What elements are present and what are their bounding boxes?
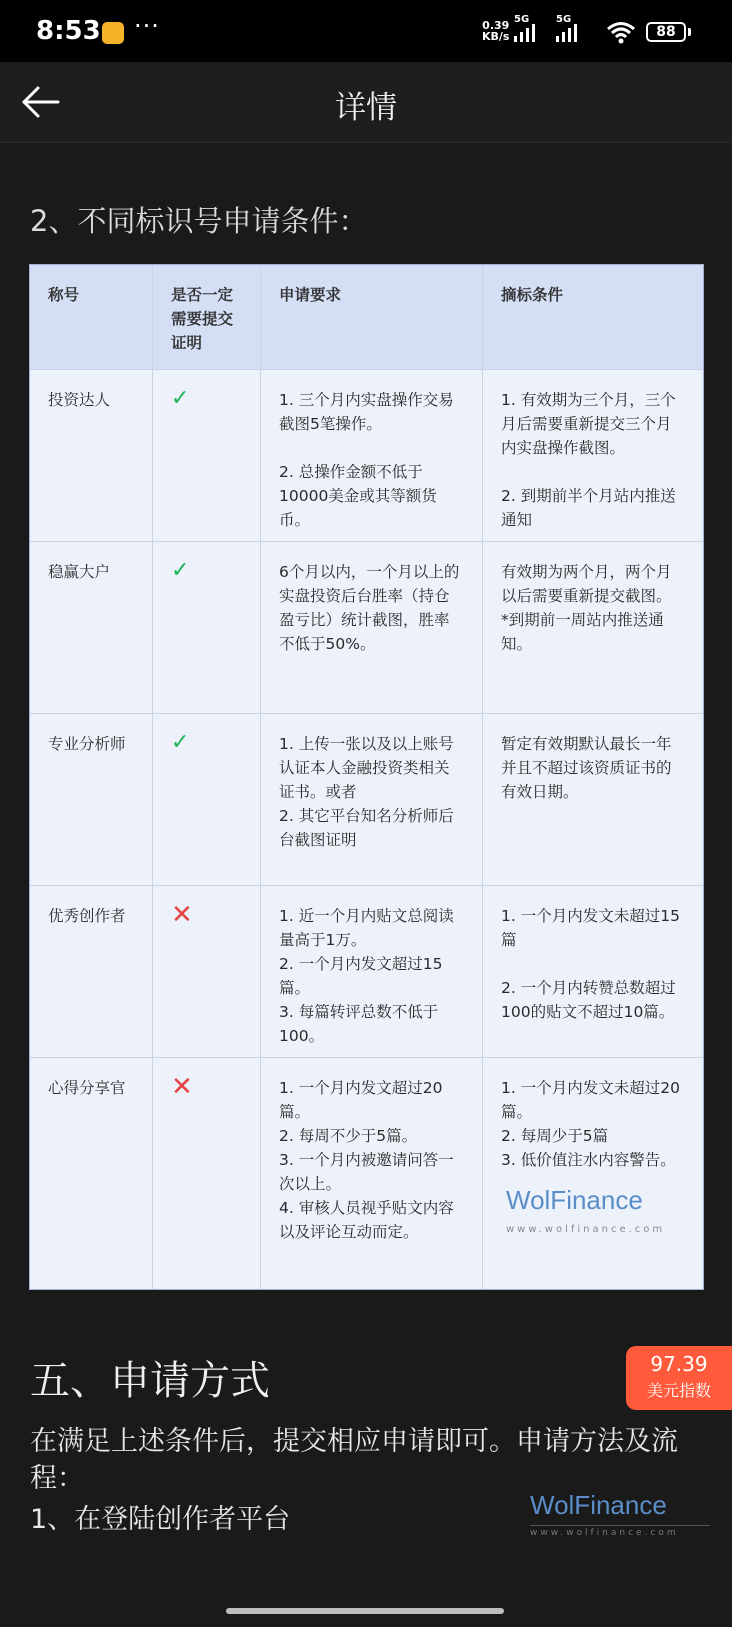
column-header-requirement: 申请要求 bbox=[260, 265, 482, 369]
wifi-icon bbox=[606, 20, 636, 44]
proof-cell bbox=[152, 542, 260, 713]
battery-tip bbox=[688, 28, 691, 36]
proof-cell bbox=[152, 370, 260, 541]
table-row bbox=[30, 369, 703, 541]
checkmark-icon: ✓ bbox=[171, 730, 190, 755]
status-time: 8:53 bbox=[36, 16, 101, 46]
table-row bbox=[30, 713, 703, 885]
removal-cell: 暂定有效期默认最长一年并且不超过该资质证书的有效日期。 bbox=[482, 714, 703, 885]
row-title: 投资达人 bbox=[48, 391, 111, 409]
proof-cell bbox=[152, 1058, 260, 1289]
bottom-watermark bbox=[530, 1490, 710, 1538]
watermark-url: www.wolfinance.com bbox=[530, 1525, 710, 1538]
section-five-title: 五、申请方式 bbox=[30, 1358, 270, 1404]
more-notifications-icon: ··· bbox=[134, 12, 160, 40]
removal-cell: 1. 一个月内发文未超过20篇。 2. 每周少于5篇 3. 低价值注水内容警告。 bbox=[482, 1058, 703, 1289]
requirement-cell: 1. 三个月内实盘操作交易截图5笔操作。 2. 总操作金额不低于10000美金或其等额货币。 bbox=[260, 370, 482, 541]
cross-icon: ✕ bbox=[171, 1072, 193, 1102]
requirement-cell: 1. 一个月内发文超过20篇。 2. 每周不少于5篇。 3. 一个月内被邀请问答一次以上。 4. 审核人员视乎贴文内容以及评论互动而定。 bbox=[260, 1058, 482, 1289]
article-paragraph: 在满足上述条件后，提交相应申请即可。申请方法及流程： bbox=[30, 1426, 678, 1494]
column-header-removal: 摘标条件 bbox=[482, 265, 703, 369]
proof-cell bbox=[152, 886, 260, 1057]
table-header-row bbox=[30, 265, 703, 369]
table-row bbox=[30, 885, 703, 1057]
watermark-url: www.wolfinance.com bbox=[506, 1224, 666, 1235]
checkmark-icon: ✓ bbox=[171, 386, 190, 411]
requirement-cell: 1. 上传一张以及以上账号认证本人金融投资类相关证书。或者 2. 其它平台知名分析师后台截图证明 bbox=[260, 714, 482, 885]
table-watermark bbox=[506, 1185, 696, 1265]
dollar-index-value: 97.39 bbox=[650, 1352, 708, 1376]
notification-app-icon bbox=[102, 22, 124, 44]
column-header-title: 称号 bbox=[48, 286, 80, 304]
removal-cell: 有效期为两个月，两个月以后需要重新提交截图。 *到期前一周站内推送通知。 bbox=[482, 542, 703, 713]
dollar-index-label: 美元指数 bbox=[646, 1381, 711, 1400]
removal-cell: 1. 一个月内发文未超过15篇 2. 一个月内转赞总数超过100的贴文不超过10篇。 bbox=[482, 886, 703, 1057]
checkmark-icon: ✓ bbox=[171, 558, 190, 583]
cross-icon: ✕ bbox=[171, 900, 193, 930]
removal-cell: 1. 有效期为三个月，三个月后需要重新提交三个月内实盘操作截图。 2. 到期前半个月站内推送通知 bbox=[482, 370, 703, 541]
watermark-logo: WolFinance bbox=[530, 1490, 667, 1520]
watermark-logo: WolFinance bbox=[506, 1185, 643, 1215]
row-title: 稳赢大户 bbox=[48, 563, 111, 581]
sim1-network-type: 5G bbox=[514, 14, 530, 25]
row-title: 专业分析师 bbox=[48, 735, 126, 753]
requirement-cell: 6个月以内，一个月以上的实盘投资后台胜率（持仓盈亏比）统计截图，胜率不低于50%。 bbox=[260, 542, 482, 713]
row-title: 心得分享官 bbox=[48, 1079, 126, 1097]
status-bar bbox=[0, 0, 732, 62]
top-nav-bar bbox=[0, 62, 732, 143]
battery-icon: 88 bbox=[646, 22, 686, 42]
row-title: 优秀创作者 bbox=[48, 907, 126, 925]
proof-cell bbox=[152, 714, 260, 885]
network-speed-unit: KB/s bbox=[482, 30, 510, 43]
conditions-table bbox=[29, 264, 704, 1290]
signal-icon-sim1 bbox=[510, 18, 540, 44]
signal-icon-sim2 bbox=[552, 18, 582, 44]
column-header-proof: 是否一定 需要提交 证明 bbox=[152, 265, 260, 369]
sim2-network-type: 5G bbox=[556, 14, 572, 25]
dollar-index-badge[interactable] bbox=[626, 1346, 732, 1410]
table-row bbox=[30, 541, 703, 713]
home-indicator[interactable] bbox=[226, 1608, 504, 1614]
step-one-text: 1、在登陆创作者平台 bbox=[30, 1504, 291, 1535]
network-speed bbox=[482, 20, 509, 42]
section-heading: 2、不同标识号申请条件： bbox=[30, 204, 368, 238]
network-speed-value: 0.39 bbox=[482, 19, 510, 32]
page-title: 详情 bbox=[335, 90, 397, 126]
requirement-cell: 1. 近一个月内贴文总阅读量高于1万。 2. 一个月内发文超过15篇。 3. 每篇转评总数不低于100。 bbox=[260, 886, 482, 1057]
